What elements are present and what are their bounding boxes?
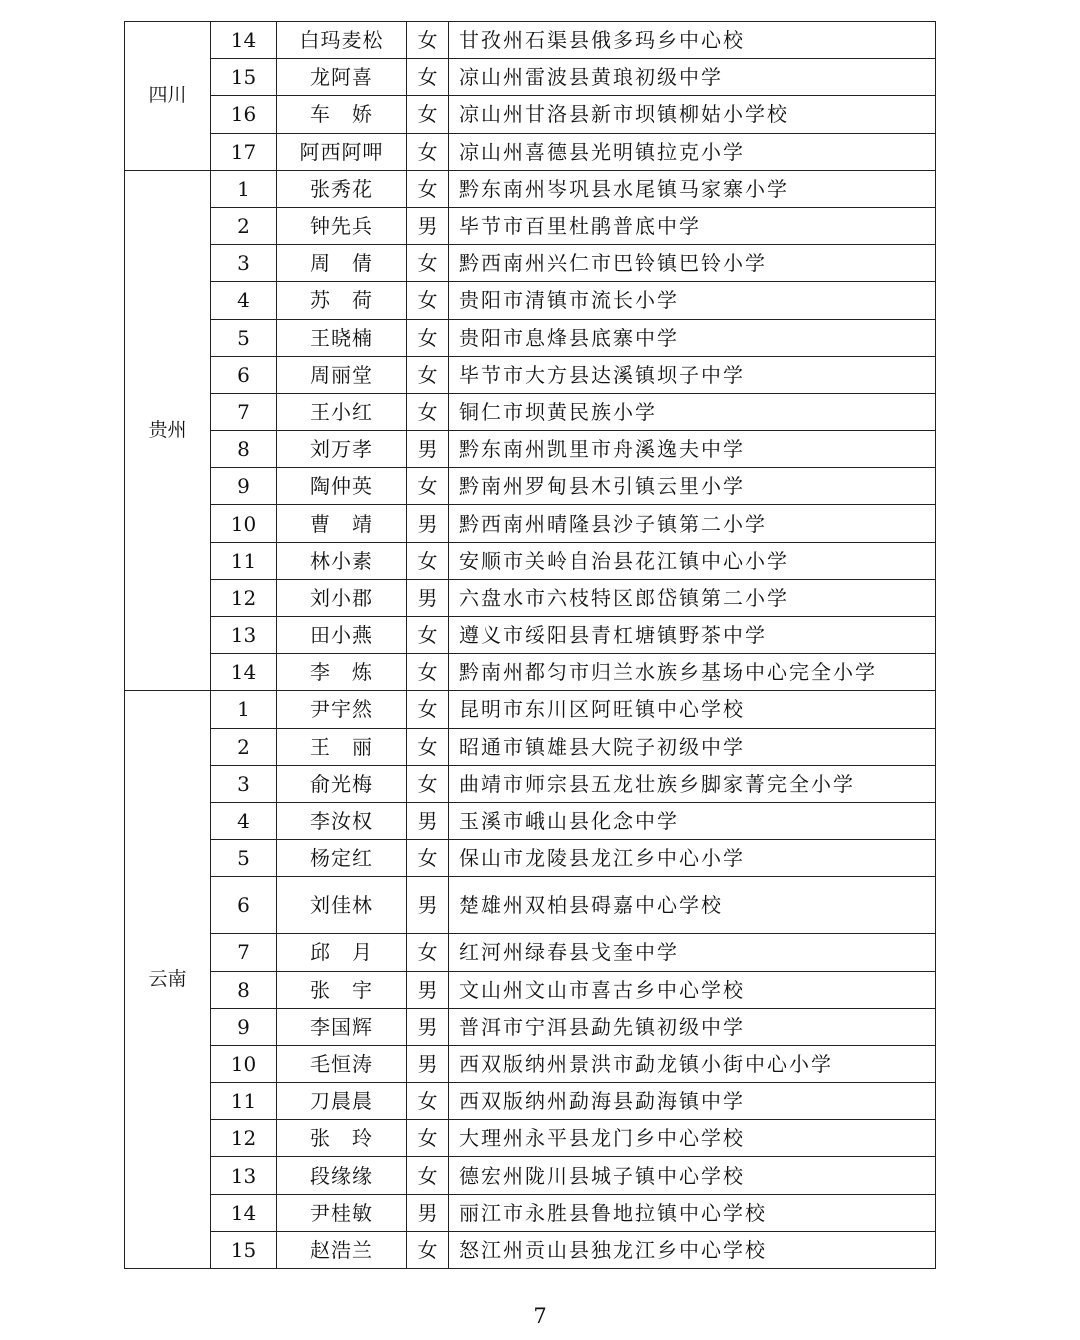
school-cell: 六盘水市六枝特区郎岱镇第二小学 (449, 579, 936, 616)
school-cell: 黔西南州兴仁市巴铃镇巴铃小学 (449, 245, 936, 282)
table-row (125, 934, 936, 971)
name-cell: 王晓楠 (277, 319, 407, 356)
gender-cell: 男 (407, 802, 449, 839)
gender-cell: 女 (407, 170, 449, 207)
gender-cell: 女 (407, 728, 449, 765)
table-row (125, 393, 936, 430)
name-cell: 尹桂敏 (277, 1194, 407, 1231)
school-cell: 保山市龙陵县龙江乡中心小学 (449, 840, 936, 877)
school-cell: 红河州绿春县戈奎中学 (449, 934, 936, 971)
name-cell: 李国辉 (277, 1008, 407, 1045)
table-row (125, 22, 936, 59)
number-cell: 12 (211, 1120, 277, 1157)
number-cell: 15 (211, 59, 277, 96)
number-cell: 1 (211, 170, 277, 207)
gender-cell: 男 (407, 431, 449, 468)
school-cell: 曲靖市师宗县五龙壮族乡脚家菁完全小学 (449, 765, 936, 802)
number-cell: 10 (211, 1045, 277, 1082)
table-row (125, 59, 936, 96)
table-row (125, 245, 936, 282)
table-row (125, 1045, 936, 1082)
table-row (125, 617, 936, 654)
table-row (125, 802, 936, 839)
table-row (125, 971, 936, 1008)
number-cell: 8 (211, 431, 277, 468)
table-row (125, 1008, 936, 1045)
number-cell: 4 (211, 282, 277, 319)
table-row (125, 1194, 936, 1231)
number-cell: 16 (211, 96, 277, 133)
number-cell: 2 (211, 207, 277, 244)
school-cell: 遵义市绥阳县青杠塘镇野茶中学 (449, 617, 936, 654)
gender-cell: 女 (407, 245, 449, 282)
number-cell: 6 (211, 356, 277, 393)
gender-cell: 女 (407, 654, 449, 691)
table-row (125, 133, 936, 170)
number-cell: 17 (211, 133, 277, 170)
school-cell: 黔东南州凯里市舟溪逸夫中学 (449, 431, 936, 468)
table-row (125, 579, 936, 616)
table-row (125, 840, 936, 877)
school-cell: 毕节市大方县达溪镇坝子中学 (449, 356, 936, 393)
school-cell: 普洱市宁洱县勐先镇初级中学 (449, 1008, 936, 1045)
number-cell: 6 (211, 877, 277, 934)
school-cell: 毕节市百里杜鹃普底中学 (449, 207, 936, 244)
gender-cell: 女 (407, 133, 449, 170)
gender-cell: 男 (407, 505, 449, 542)
school-cell: 西双版纳州勐海县勐海镇中学 (449, 1083, 936, 1120)
name-cell: 尹宇然 (277, 691, 407, 728)
number-cell: 14 (211, 22, 277, 59)
gender-cell: 女 (407, 393, 449, 430)
gender-cell: 男 (407, 579, 449, 616)
table-row (125, 207, 936, 244)
table-row (125, 691, 936, 728)
school-cell: 玉溪市峨山县化念中学 (449, 802, 936, 839)
province-cell: 贵州 (125, 170, 211, 691)
table-row (125, 468, 936, 505)
gender-cell: 女 (407, 934, 449, 971)
school-cell: 文山州文山市喜古乡中心学校 (449, 971, 936, 1008)
table-row (125, 170, 936, 207)
name-cell: 赵浩兰 (277, 1231, 407, 1268)
school-cell: 甘孜州石渠县俄多玛乡中心校 (449, 22, 936, 59)
school-cell: 丽江市永胜县鲁地拉镇中心学校 (449, 1194, 936, 1231)
school-cell: 凉山州雷波县黄琅初级中学 (449, 59, 936, 96)
school-cell: 昆明市东川区阿旺镇中心学校 (449, 691, 936, 728)
gender-cell: 女 (407, 96, 449, 133)
number-cell: 9 (211, 1008, 277, 1045)
number-cell: 13 (211, 1157, 277, 1194)
name-cell: 张 玲 (277, 1120, 407, 1157)
school-cell: 铜仁市坝黄民族小学 (449, 393, 936, 430)
gender-cell: 女 (407, 1083, 449, 1120)
table-row (125, 877, 936, 934)
number-cell: 14 (211, 654, 277, 691)
gender-cell: 男 (407, 971, 449, 1008)
number-cell: 13 (211, 617, 277, 654)
name-cell: 田小燕 (277, 617, 407, 654)
gender-cell: 女 (407, 22, 449, 59)
number-cell: 10 (211, 505, 277, 542)
school-cell: 黔南州都匀市归兰水族乡基场中心完全小学 (449, 654, 936, 691)
gender-cell: 男 (407, 207, 449, 244)
number-cell: 9 (211, 468, 277, 505)
school-cell: 怒江州贡山县独龙江乡中心学校 (449, 1231, 936, 1268)
gender-cell: 男 (407, 877, 449, 934)
gender-cell: 女 (407, 1231, 449, 1268)
number-cell: 4 (211, 802, 277, 839)
gender-cell: 女 (407, 765, 449, 802)
number-cell: 11 (211, 1083, 277, 1120)
name-cell: 俞光梅 (277, 765, 407, 802)
school-cell: 德宏州陇川县城子镇中心学校 (449, 1157, 936, 1194)
number-cell: 8 (211, 971, 277, 1008)
school-cell: 凉山州喜德县光明镇拉克小学 (449, 133, 936, 170)
name-cell: 刘小郡 (277, 579, 407, 616)
name-cell: 钟先兵 (277, 207, 407, 244)
name-cell: 刀晨晨 (277, 1083, 407, 1120)
gender-cell: 女 (407, 1120, 449, 1157)
gender-cell: 女 (407, 356, 449, 393)
table-row (125, 1083, 936, 1120)
number-cell: 7 (211, 393, 277, 430)
number-cell: 5 (211, 319, 277, 356)
table-row (125, 654, 936, 691)
number-cell: 3 (211, 765, 277, 802)
number-cell: 14 (211, 1194, 277, 1231)
name-cell: 毛恒涛 (277, 1045, 407, 1082)
school-cell: 西双版纳州景洪市勐龙镇小街中心小学 (449, 1045, 936, 1082)
name-cell: 陶仲英 (277, 468, 407, 505)
table-row (125, 96, 936, 133)
number-cell: 12 (211, 579, 277, 616)
gender-cell: 女 (407, 282, 449, 319)
gender-cell: 女 (407, 840, 449, 877)
table-row (125, 505, 936, 542)
table-row (125, 765, 936, 802)
table-row (125, 319, 936, 356)
school-cell: 安顺市关岭自治县花江镇中心小学 (449, 542, 936, 579)
gender-cell: 女 (407, 542, 449, 579)
number-cell: 7 (211, 934, 277, 971)
gender-cell: 女 (407, 319, 449, 356)
name-cell: 杨定红 (277, 840, 407, 877)
name-cell: 车 娇 (277, 96, 407, 133)
province-cell: 云南 (125, 691, 211, 1269)
school-cell: 贵阳市清镇市流长小学 (449, 282, 936, 319)
number-cell: 15 (211, 1231, 277, 1268)
number-cell: 1 (211, 691, 277, 728)
name-cell: 阿西阿呷 (277, 133, 407, 170)
name-cell: 李汝权 (277, 802, 407, 839)
gender-cell: 女 (407, 1157, 449, 1194)
number-cell: 11 (211, 542, 277, 579)
name-cell: 林小素 (277, 542, 407, 579)
gender-cell: 女 (407, 59, 449, 96)
school-cell: 凉山州甘洛县新市坝镇柳姑小学校 (449, 96, 936, 133)
table-row (125, 356, 936, 393)
province-cell: 四川 (125, 22, 211, 171)
school-cell: 大理州永平县龙门乡中心学校 (449, 1120, 936, 1157)
gender-cell: 男 (407, 1008, 449, 1045)
school-cell: 黔西南州晴隆县沙子镇第二小学 (449, 505, 936, 542)
name-cell: 邱 月 (277, 934, 407, 971)
number-cell: 3 (211, 245, 277, 282)
table-row (125, 542, 936, 579)
school-cell: 黔东南州岑巩县水尾镇马家寨小学 (449, 170, 936, 207)
table-row (125, 282, 936, 319)
name-cell: 刘佳林 (277, 877, 407, 934)
number-cell: 2 (211, 728, 277, 765)
name-cell: 白玛麦松 (277, 22, 407, 59)
roster-table-body (125, 22, 936, 1269)
name-cell: 张 宇 (277, 971, 407, 1008)
name-cell: 周 倩 (277, 245, 407, 282)
gender-cell: 女 (407, 468, 449, 505)
school-cell: 贵阳市息烽县底寨中学 (449, 319, 936, 356)
name-cell: 王 丽 (277, 728, 407, 765)
table-row (125, 1231, 936, 1268)
name-cell: 王小红 (277, 393, 407, 430)
gender-cell: 女 (407, 617, 449, 654)
name-cell: 曹 靖 (277, 505, 407, 542)
table-row (125, 1157, 936, 1194)
table-row (125, 728, 936, 765)
name-cell: 苏 荷 (277, 282, 407, 319)
number-cell: 5 (211, 840, 277, 877)
gender-cell: 男 (407, 1194, 449, 1231)
table-row (125, 1120, 936, 1157)
name-cell: 刘万孝 (277, 431, 407, 468)
school-cell: 楚雄州双柏县碍嘉中心学校 (449, 877, 936, 934)
gender-cell: 女 (407, 691, 449, 728)
school-cell: 昭通市镇雄县大院子初级中学 (449, 728, 936, 765)
name-cell: 周丽堂 (277, 356, 407, 393)
name-cell: 段缘缘 (277, 1157, 407, 1194)
name-cell: 张秀花 (277, 170, 407, 207)
roster-table (124, 21, 936, 1269)
page-number: 7 (533, 1304, 547, 1328)
school-cell: 黔南州罗甸县木引镇云里小学 (449, 468, 936, 505)
name-cell: 李 炼 (277, 654, 407, 691)
table-row (125, 431, 936, 468)
gender-cell: 男 (407, 1045, 449, 1082)
name-cell: 龙阿喜 (277, 59, 407, 96)
